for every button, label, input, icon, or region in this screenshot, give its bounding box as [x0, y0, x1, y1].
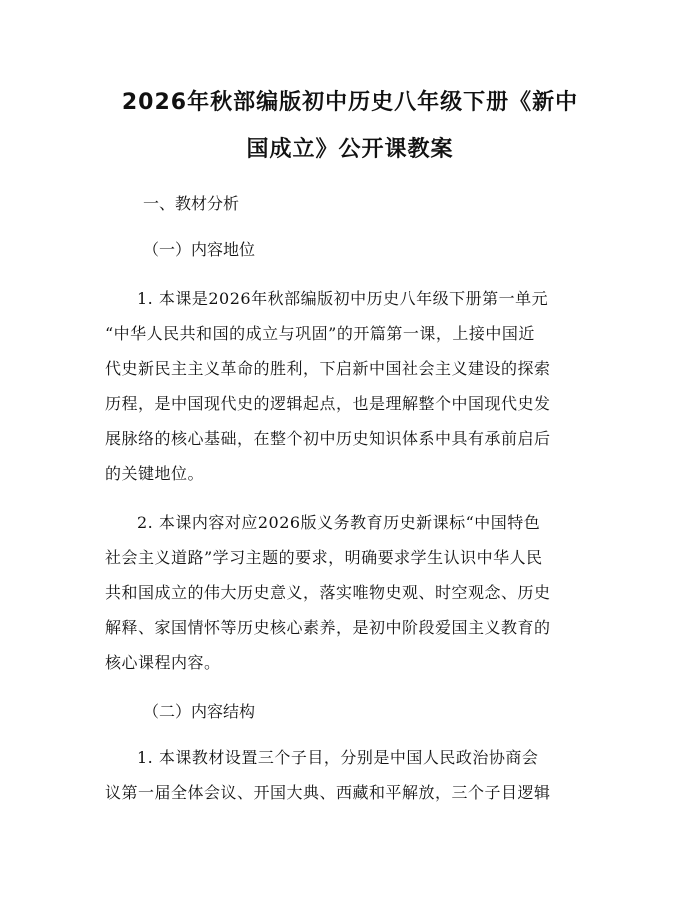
- paragraph-1: [105, 281, 597, 491]
- paragraph-2-line: 2. 本课内容对应2026版义务教育历史新课标“中国特色: [137, 513, 541, 532]
- paragraph-2-line: 共和国成立的伟大历史意义，落实唯物史观、时空观念、历史: [105, 583, 551, 602]
- paragraph-1-line: “中华人民共和国的成立与巩固”的开篇第一课，上接中国近: [105, 324, 535, 343]
- subsection-heading-content-structure: （二）内容结构: [143, 702, 256, 721]
- paragraph-1-line: 历程，是中国现代史的逻辑起点，也是理解整个中国现代史发: [105, 394, 551, 413]
- section-heading-teaching-material-analysis: 一、教材分析: [143, 194, 240, 213]
- document-title-line-1: 2026年秋部编版初中历史八年级下册《新中: [121, 90, 579, 115]
- subsection-heading-content-position: （一）内容地位: [143, 240, 256, 259]
- paragraph-1-line: 的关键地位。: [105, 464, 205, 483]
- document-title-line-2: 国成立》公开课教案: [246, 137, 454, 162]
- paragraph-2: [105, 505, 597, 680]
- paragraph-3-line: 1. 本课教材设置三个子目，分别是中国人民政治协商会: [137, 748, 539, 767]
- paragraph-3-line: 议第一届全体会议、开国大典、西藏和平解放，三个子目逻辑: [105, 783, 551, 802]
- paragraph-2-line: 解释、家国情怀等历史核心素养，是初中阶段爱国主义教育的: [105, 618, 551, 637]
- paragraph-1-line: 代史新民主主义革命的胜利，下启新中国社会主义建设的探索: [105, 359, 551, 378]
- paragraph-3: [105, 740, 597, 810]
- paragraph-1-line: 1. 本课是2026年秋部编版初中历史八年级下册第一单元: [137, 289, 549, 308]
- paragraph-2-line: 社会主义道路”学习主题的要求，明确要求学生认识中华人民: [105, 548, 543, 567]
- paragraph-2-line: 核心课程内容。: [105, 653, 221, 672]
- paragraph-1-line: 展脉络的核心基础，在整个初中历史知识体系中具有承前启后: [105, 429, 551, 448]
